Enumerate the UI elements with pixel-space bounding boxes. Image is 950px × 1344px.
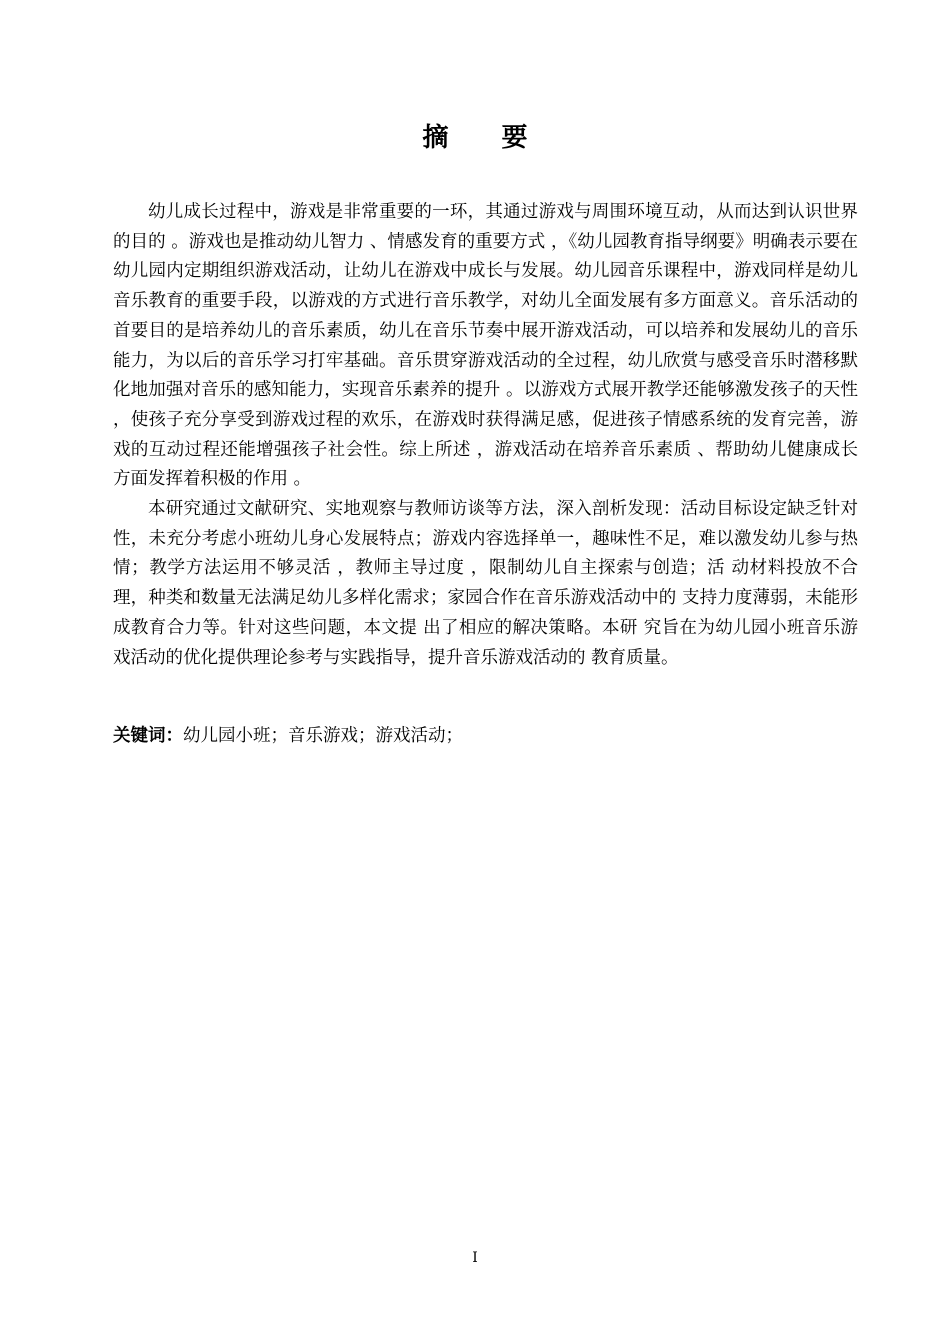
keywords-text: 幼儿园小班；音乐游戏；游戏活动； [183,726,463,746]
abstract-title: 摘 要 [422,123,550,153]
abstract-paragraph-1: 幼儿成长过程中，游戏是非常重要的一环，其通过游戏与周围环境互动，从而达到认识世界的目的 。游戏也是推动幼儿智力 、情感发育的重要方式 ，《幼儿园教育指导纲要》明确表示要在幼儿园内定期组织游戏活动，让幼儿在游戏中成长与发展。幼儿园音乐课程中，游戏同样是幼儿音乐教育的重要手段，以游戏的方式进行音乐教学，对幼儿全面发展有多方面意义。音乐活动的首要目的是培养幼儿的音乐素质，幼儿在音乐节奏中展开游戏活动，可以培养和发展幼儿的音乐能力，为以后的音乐学习打牢基础。音乐贯穿游戏活动的全过程，幼儿欣赏与感受音乐时潜移默化地加强对音乐的感知能力，实现音乐素养的提升 。以游戏方式展开教学还能够激发孩子的天性 ，使孩子充分享受到游戏过程的欢乐，在游戏时获得满足感，促进孩子情感系统的发育完善，游戏的互动过程还能增强孩子社会性。综上所述 ，游戏活动在培养音乐素质 、帮助幼儿健康成长方面发挥着积极的作用 。 [113,202,858,490]
abstract-body [113,198,858,673]
keywords-line [113,721,858,751]
abstract-paragraph-2: 本研究通过文献研究、实地观察与教师访谈等方法，深入剖析发现：活动目标设定缺乏针对性，未充分考虑小班幼儿身心发展特点；游戏内容选择单一，趣味性不足，难以激发幼儿参与热情；教学方法运用不够灵活 ，教师主导过度 ，限制幼儿自主探索与创造；活 动材料投放不合理，种类和数量无法满足幼儿多样化需求；家园合作在音乐游戏活动中的 支持力度薄弱，未能形成教育合力等。针对这些问题，本文提 出了相应的解决策略。本研 究旨在为幼儿园小班音乐游戏活动的优化提供理论参考与实践指导，提升音乐游戏活动的 教育质量。 [113,499,858,668]
page-number: I [472,1250,478,1266]
keywords-label: 关键词： [113,726,183,746]
